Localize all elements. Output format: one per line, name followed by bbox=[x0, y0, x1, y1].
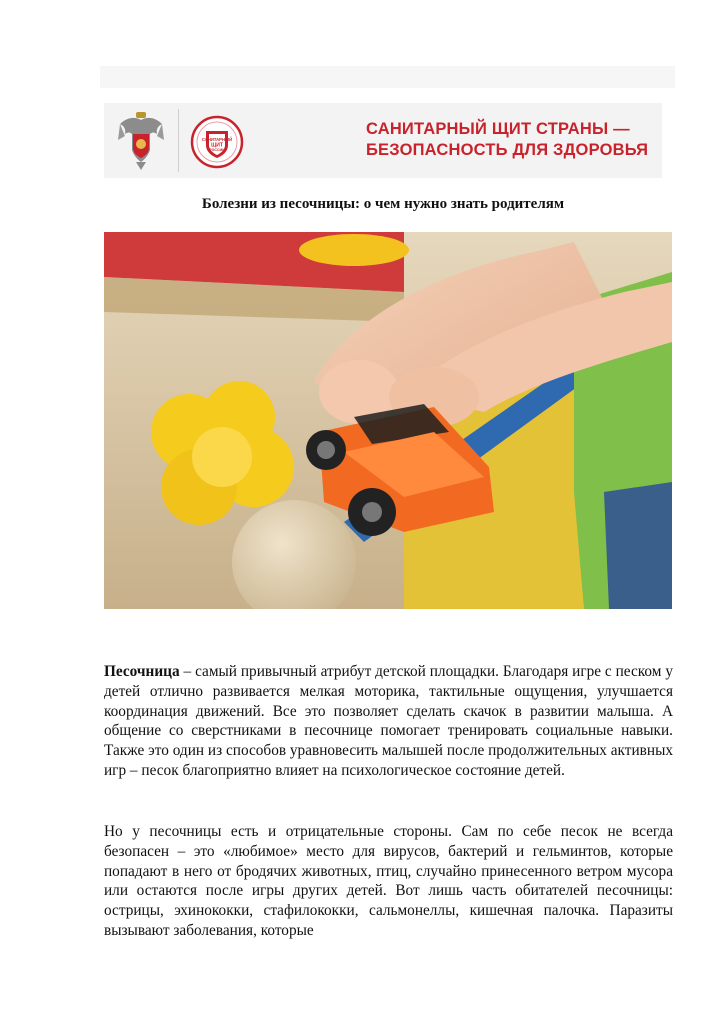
sandbox-photo bbox=[104, 232, 672, 609]
child-jeans bbox=[604, 482, 672, 609]
sanitary-shield-logo-icon bbox=[190, 115, 244, 169]
logo-divider bbox=[178, 109, 179, 172]
eagle-emblem-icon bbox=[116, 110, 166, 172]
yellow-toy-top bbox=[299, 234, 409, 266]
header-banner bbox=[104, 103, 662, 178]
logo-text-bottom: РОССИИ bbox=[209, 148, 225, 152]
logo-text-top: САНИТАРНЫЙ bbox=[201, 137, 233, 142]
paragraph-1-lead: Песочница bbox=[104, 663, 180, 680]
banner-title bbox=[366, 119, 656, 161]
page-title: Болезни из песочницы: о чем нужно знать родителям bbox=[201, 196, 565, 212]
logo-text-mid: ЩИТ bbox=[211, 142, 223, 149]
paragraph-1-text: – самый привычный атрибут детской площадки. Благодаря игре с песком у детей отлично развивается мелкая моторика, тактильные ощущения, улучшается координация движений. Все это позволяет сделать скачок в развитии малыша. А общение со сверстниками в песочнице помогает тренировать социальные навыки. Также это один из способов уравновесить малышей после продолжительных активных игр – песок благоприятно влияет на психологическое состояние детей. bbox=[104, 663, 673, 779]
banner-title-line1: САНИТАРНЫЙ ЩИТ СТРАНЫ — bbox=[366, 120, 630, 138]
paragraph-2: Но у песочницы есть и отрицательные стороны. Сам по себе песок не всегда безопасен – это «любимое» место для вирусов, бактерий и гельминтов, которые попадают в него от бродячих животных, птиц, случайно принесенного ветром мусора или остаются после игры других детей. Вот лишь часть обитателей песочницы: острицы, эхинококки, стафилококки, сальмонеллы, кишечная палочка. Паразиты вызывают заболевания, которые bbox=[104, 823, 673, 939]
sandbox-illustration bbox=[104, 232, 672, 609]
paragraph-1 bbox=[104, 662, 673, 781]
banner-title-line2: БЕЗОПАСНОСТЬ ДЛЯ ЗДОРОВЬЯ bbox=[366, 141, 649, 159]
top-strip bbox=[100, 66, 675, 88]
